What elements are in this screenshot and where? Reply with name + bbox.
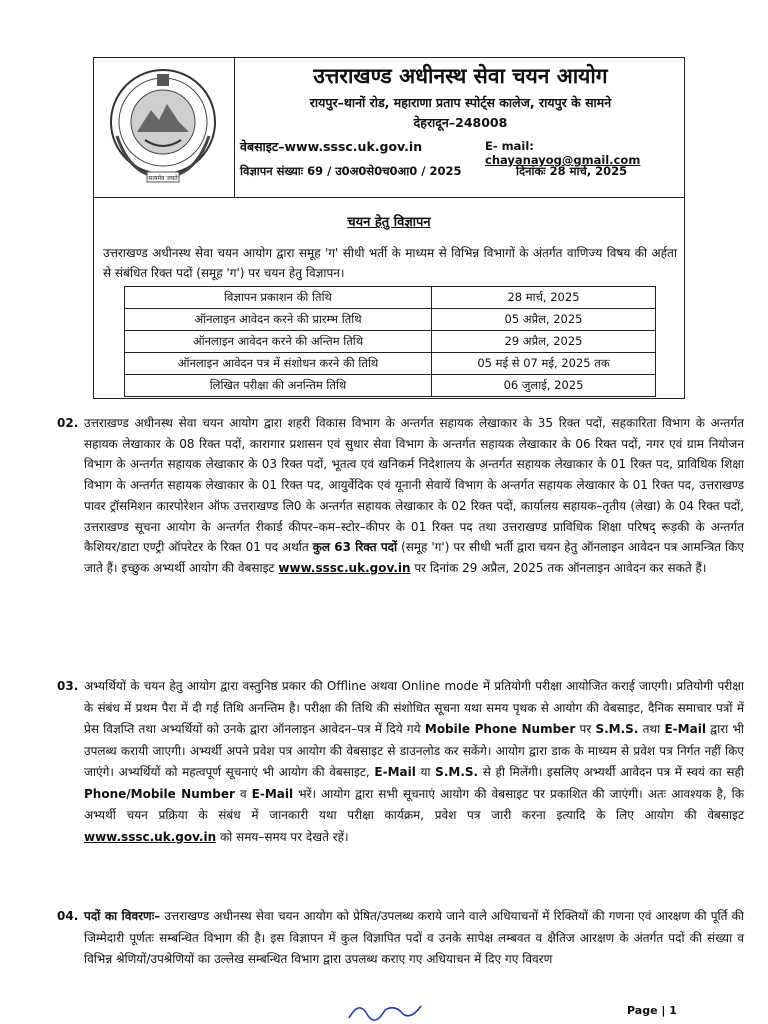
bold-term: S.M.S. xyxy=(595,722,639,736)
table-row xyxy=(125,309,656,331)
date-value: 28 मार्च, 2025 xyxy=(432,287,656,309)
table-row xyxy=(125,353,656,375)
date-label: ऑनलाइन आवेदन करने की प्रारम्भ तिथि xyxy=(125,309,432,331)
text-segment: उत्तराखण्ड अधीनस्थ सेवा चयन आयोग को प्रेषित/उपलब्ध कराये जाने वाले अधियाचनों में रिक्तियों की गणना एवं आरक्षण की पूर्ति की जिम्मेदारी पूर्णतः सम्बन्धित विभाग की है। इस विज्ञापन में कुल विज्ञापित पदों व उनके सापेक्ष लम्बवत व क्षैतिज आरक्षण के अंतर्गत पदों की संख्या व विभिन्न श्रेणियों/उपश्रेणियों का उल्लेख सम्बन्धित विभाग द्वारा उपलब्ध कराए गए अधियाचन में दिए गए विवरण xyxy=(84,909,745,966)
website-link[interactable]: www.sssc.uk.gov.in xyxy=(84,829,217,844)
text-segment: अभ्यर्थियों के चयन हेतु आयोग द्वारा वस्तुनिष्ठ प्रकार की Offline अथवा Online mode में प्रतियोगी परीक्षा आयोजित कराई जाएगी। प्रतियोगी परीक्षा के संबंध में प्रथम पैरा में दी गई तिथि अनन्तिम है। परीक्षा की तिथि की संशोधित सूचना यथा समय पृथक से आयोग की वेबसाइट, दैनिक समाचार पत्रों में प्रेस विज्ञप्ति तथा अभ्यर्थियों को उनके द्वारा ऑनलाइन आवेदन–पत्र में दिये गये xyxy=(84,679,744,736)
selection-intro: उत्तराखण्ड अधीनस्थ सेवा चयन आयोग द्वारा समूह 'ग' सीधी भर्ती के माध्यम से विभिन्न विभागों के अंतर्गत वाणिज्य विषय की अर्हता से संबंधित रिक्त पदों (समूह 'ग') पर चयन हेतु विज्ञापन। xyxy=(103,246,677,280)
email-label: E- mail: xyxy=(485,139,534,153)
date-value: 06 जुलाई, 2025 xyxy=(432,375,656,397)
address-line-2: देहरादून–248008 xyxy=(413,115,508,130)
text-segment: (समूह 'ग') पर सीधी भर्ती द्वारा चयन हेतु ऑनलाइन आवेदन पत्र आमन्त्रित किए जाते हैं। इच्छुक अभ्यर्थी आयोग की वेबसाइट xyxy=(84,540,744,575)
advertisement-number: विज्ञापन संख्याः 69 / उ0अ0से0च0आ0 / 2025 xyxy=(240,164,462,178)
date-label: ऑनलाइन आवेदन करने की अन्तिम तिथि xyxy=(125,331,432,353)
table-row xyxy=(125,375,656,397)
important-dates-table xyxy=(124,286,656,397)
paragraph-text xyxy=(84,676,744,848)
text-segment: भरें। आयोग द्वारा सभी सूचनाएं आयोग की वेबसाइट पर प्रकाशित की जाएंगी। अतः आवश्यक है, कि अभ्यर्थी चयन प्रक्रिया के संबंध में जानकारी यथा परीक्षा कार्यक्रम, प्रवेश पत्र जारी करना इत्यादि के लिए आयोग की वेबसाइट xyxy=(84,786,744,822)
selection-heading: चयन हेतु विज्ञापन xyxy=(347,215,431,230)
text-segment: या xyxy=(415,765,436,779)
date-value: 05 अप्रैल, 2025 xyxy=(432,309,656,331)
address-line-1: रायपुर–थानों रोड, महाराणा प्रताप स्पोर्ट्स कालेज, रायपुर के सामने xyxy=(309,95,612,110)
website-link[interactable]: www.sssc.uk.gov.in xyxy=(284,139,423,154)
commission-emblem-icon xyxy=(107,66,219,190)
bold-term: Mobile Phone Number xyxy=(424,722,576,736)
date-label: विज्ञापन प्रकाशन की तिथि xyxy=(125,287,432,309)
date-label: ऑनलाइन आवेदन पत्र में संशोधन करने की तिथि xyxy=(125,353,432,375)
text-segment: व xyxy=(234,786,252,801)
header-divider xyxy=(94,197,684,198)
paragraph-number: 04. xyxy=(57,909,79,923)
table-row xyxy=(125,287,656,309)
paragraph-number: 02. xyxy=(57,416,79,430)
signature-icon xyxy=(345,996,425,1024)
text-segment: पर दिनांक 29 अप्रैल, 2025 तक ऑनलाइन आवेदन कर सकते हैं। xyxy=(410,560,707,575)
total-posts-text: कुल 63 रिक्त पदों xyxy=(312,540,398,555)
paragraph-text xyxy=(84,413,744,579)
bold-term: E-Mail xyxy=(374,765,416,779)
bold-term: Phone/Mobile Number xyxy=(84,786,235,801)
bold-term: E-Mail xyxy=(251,786,294,801)
org-title: उत्तराखण्ड अधीनस्थ सेवा चयन आयोग xyxy=(313,64,608,88)
date-value: 29 अप्रैल, 2025 xyxy=(432,331,656,353)
emblem-caption: सत्यमेव जयते xyxy=(148,175,178,182)
text-segment: द्वारा भी उपलब्ध करायी जाएगी। अभ्यर्थी अपने प्रवेश पत्र आयोग की वेबसाइट से डाउनलोड कर सकेंगे। आयोग द्वारा डाक के माध्यम से प्रवेश पत्र निर्गत नहीं किए जाएंगे। अभ्यर्थियों को महत्वपूर्ण सूचनाएं भी आयोग की वेबसाइट, xyxy=(84,722,744,779)
text-segment: उत्तराखण्ड अधीनस्थ सेवा चयन आयोग द्वारा शहरी विकास विभाग के अन्तर्गत सहायक लेखाकार के 35 रिक्त पदों, सहकारिता विभाग के अन्तर्गत सहायक लेखाकार के 08 रिक्त पदों, कारागार प्रशासन एवं सुधार सेवा विभाग के अन्तर्गत सहायक लेखाकार के 06 रिक्त पदों, नगर एवं ग्राम नियोजन विभाग के अन्तर्गत सहायक लेखाकार के 03 रिक्त पदों, भूतत्व एवं खनिकर्म निदेशालय के अन्तर्गत सहायक लेखाकार के 01 रिक्त पद, प्राविधिक शिक्षा विभाग के अन्तर्गत सहायक लेखाकार के 01 रिक्त पद, आयुर्वेदिक एवं यूनानी सेवायें विभाग के अन्तर्गत सहायक लेखाकार के 01 रिक्त पद, उत्तराखण्ड पावर ट्रॉसमिशन कारपोरेशन ऑफ उत्तराखण्ड लि0 के अन्तर्गत सहायक लेखाकार के 02 रिक्त पदों, कार्यालय सहायक–तृतीय (लेखा) के 04 रिक्त पदों, उत्तराखण्ड सूचना आयोग के अन्तर्गत रीकार्ड कीपर–कम–स्टोर–कीपर के 01 रिक्त पद तथा उत्तराखण्ड प्राविधिक शिक्षा परिषद् रूड़की के अन्तर्गत कैशियर/डाटा एण्ट्री ऑपरेटर के रिक्त 01 पद अर्थात xyxy=(84,416,744,555)
paragraph-text xyxy=(84,906,744,971)
text-segment: तथा xyxy=(638,722,665,736)
email-link[interactable]: chayanayog@gmail.com xyxy=(485,153,641,167)
website-line xyxy=(240,138,422,155)
date-value: 05 मई से 07 मई, 2025 तक xyxy=(432,353,656,375)
bold-term: E-Mail xyxy=(664,722,706,736)
page-number: Page | 1 xyxy=(627,1004,677,1017)
text-segment: से ही मिलेंगी। इसलिए अभ्यर्थी आवेदन पत्र में स्वयं का सही xyxy=(478,765,744,779)
text-segment: पर xyxy=(575,722,596,736)
logo-cell xyxy=(94,58,235,197)
advertisement-date: दिनांकः 28 मार्च, 2025 xyxy=(516,164,628,178)
paragraph-number: 03. xyxy=(57,679,79,693)
website-link[interactable]: www.sssc.uk.gov.in xyxy=(278,560,411,575)
date-label: लिखित परीक्षा की अनन्तिम तिथि xyxy=(125,375,432,397)
text-segment: को समय–समय पर देखते रहें। xyxy=(216,829,349,844)
website-label: वेबसाइट– xyxy=(240,139,285,154)
bold-term: S.M.S. xyxy=(435,765,479,779)
header-box xyxy=(93,57,685,399)
paragraph-heading: पदों का विवरणः– xyxy=(84,909,161,923)
email-line xyxy=(485,139,684,167)
table-row xyxy=(125,331,656,353)
